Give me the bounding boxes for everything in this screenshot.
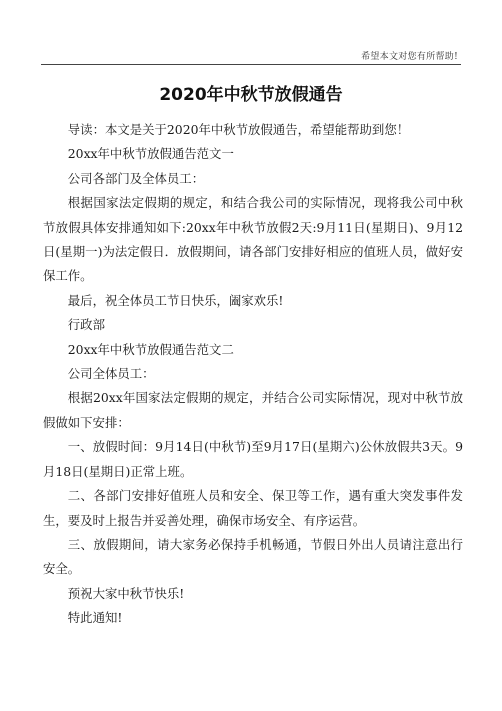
paragraph-arrangement-intro: 根据20xx年国家法定假期的规定，并结合公司实际情况，现对中秋节放假做如下安排： [43,390,463,430]
document-body [43,118,463,631]
paragraph-closing: 特此通知! [67,610,123,626]
paragraph-salutation-one: 公司各部门及全体员工： [67,170,205,186]
paragraph-sample-one-heading: 20xx年中秋节放假通告范文一 [67,146,234,162]
paragraph-sample-two-heading: 20xx年中秋节放假通告范文二 [67,341,234,357]
paragraph-salutation-two: 公司全体员工： [67,366,155,382]
paragraph-signature: 行政部 [67,317,105,333]
paragraph-intro: 导读：本文是关于2020年中秋节放假通告，希望能帮助到您！ [67,122,410,137]
paragraph-wishes-one: 最后，祝全体员工节日快乐，阖家欢乐! [67,292,284,308]
header-divider [41,64,461,65]
document-title: 2020年中秋节放假通告 [159,85,343,105]
paragraph-item-one: 一、放假时间：9月14日(中秋节)至9月17日(星期六)公休放假共3天。9月18日(星期日)正常上班。 [43,439,463,479]
paragraph-arrangement-one: 根据国家法定假期的规定，和结合我公司的实际情况，现将我公司中秋节放假具体安排通知如下:20xx年中秋节放假2天:9月11日(星期日)、9月12日(星期一)为法定假日．放假期间，请各部门安排好相应的值班人员，做好安保工作。 [43,195,463,284]
paragraph-item-three: 三、放假期间，请大家务必保持手机畅通，节假日外出人员请注意出行安全。 [43,536,463,577]
paragraph-wishes-two: 预祝大家中秋节快乐! [67,585,185,601]
paragraph-item-two: 二、各部门安排好值班人员和安全、保卫等工作，遇有重大突发事件发生，要及时上报告并妥善处理，确保市场安全、有序运营。 [43,488,463,528]
header-note: 希望本文对您有所帮助! [361,52,458,62]
